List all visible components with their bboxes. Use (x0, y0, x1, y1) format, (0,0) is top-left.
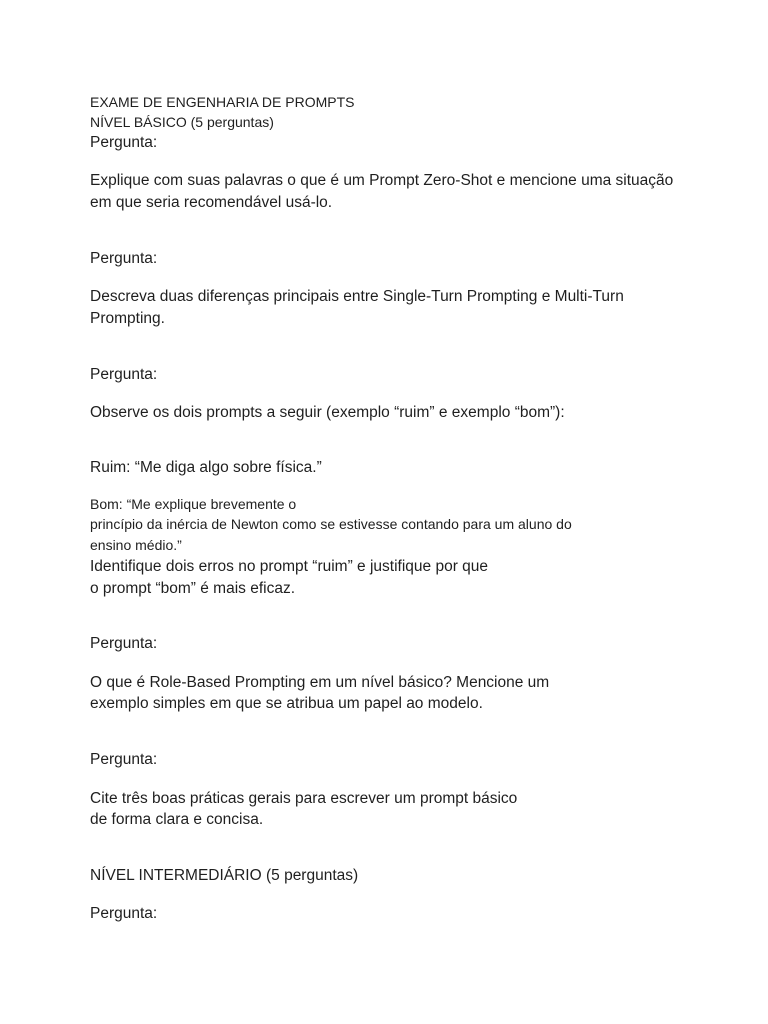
question-label-3: Pergunta: (90, 366, 158, 383)
q3-good-line-1: Bom: “Me explique brevemente o (90, 496, 297, 512)
exam-title: EXAME DE ENGENHARIA DE PROMPTS (90, 94, 355, 110)
q3-bad-example: Ruim: “Me diga algo sobre física.” (90, 459, 322, 476)
q5-line-1: Cite três boas práticas gerais para escrever um prompt básico (90, 790, 518, 807)
basic-level-title: NÍVEL BÁSICO (5 perguntas) (90, 114, 274, 130)
question-label-5: Pergunta: (90, 751, 158, 768)
q4-line-1: O que é Role-Based Prompting em um nível básico? Mencione um (90, 674, 550, 691)
q1-line-2: em que seria recomendável usá-lo. (90, 194, 333, 211)
question-label-1: Pergunta: (90, 134, 158, 151)
q3-task-line-2: o prompt “bom” é mais eficaz. (90, 580, 296, 597)
q4-line-2: exemplo simples em que se atribua um papel ao modelo. (90, 695, 483, 712)
q3-good-line-3: ensino médio.” (90, 537, 182, 553)
q3-good-line-2: princípio da inércia de Newton como se estivesse contando para um aluno do (90, 516, 572, 532)
q3-task-line-1: Identifique dois erros no prompt “ruim” e justifique por que (90, 558, 489, 575)
q1-line-1: Explique com suas palavras o que é um Prompt Zero-Shot e mencione uma situação (90, 172, 674, 189)
q3-intro: Observe os dois prompts a seguir (exemplo “ruim” e exemplo “bom”): (90, 404, 565, 421)
q2-line-1: Descreva duas diferenças principais entre Single-Turn Prompting e Multi-Turn (90, 288, 624, 305)
question-label-4: Pergunta: (90, 635, 158, 652)
question-label-6: Pergunta: (90, 905, 158, 922)
intermediate-level-title: NÍVEL INTERMEDIÁRIO (5 perguntas) (90, 867, 359, 884)
q2-line-2: Prompting. (90, 310, 165, 327)
q5-line-2: de forma clara e concisa. (90, 811, 264, 828)
question-label-2: Pergunta: (90, 250, 158, 267)
